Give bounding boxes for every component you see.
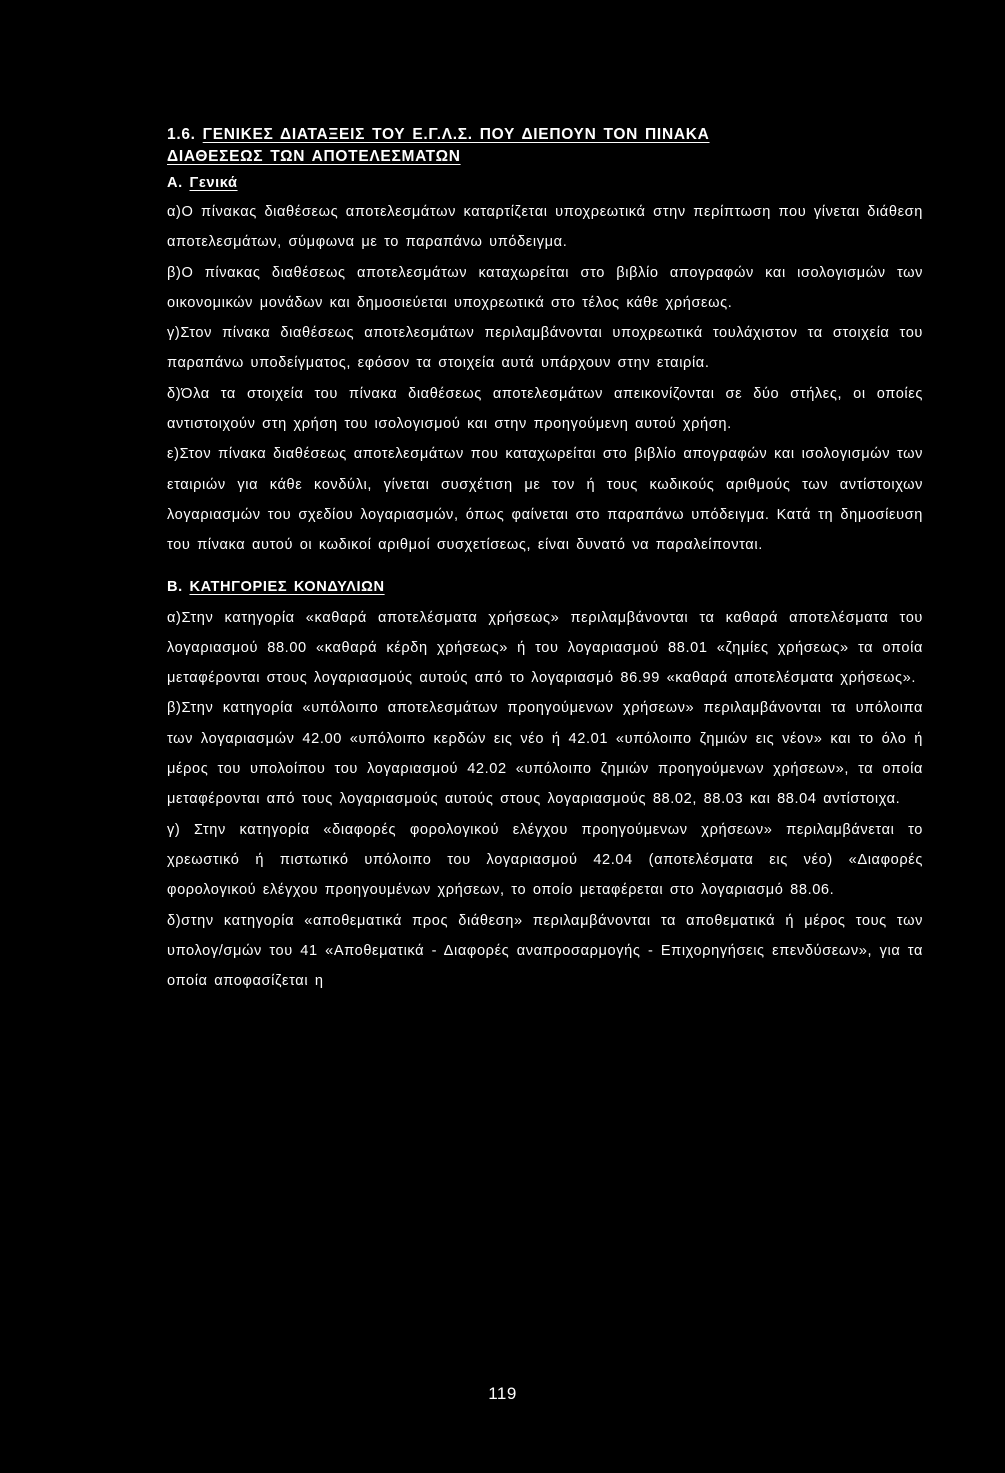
document-body xyxy=(167,124,923,996)
subsection-a-heading xyxy=(167,173,923,193)
subsection-a-letter: Α. xyxy=(167,175,183,191)
page-number: 119 xyxy=(488,1384,517,1403)
section-title-line1: ΓΕΝΙΚΕΣ ΔΙΑΤΑΞΕΙΣ ΤΟΥ Ε.Γ.Λ.Σ. ΠΟΥ ΔΙΕΠΟΥΝ ΤΟΝ ΠΙΝΑΚΑ xyxy=(202,126,710,143)
subsection-b-letter: Β. xyxy=(167,578,183,595)
section-number: 1.6. xyxy=(167,126,196,143)
section-heading xyxy=(167,124,923,167)
paragraph-b-gamma: γ) Στην κατηγορία «διαφορές φορολογικού ελέγχου προηγούμενων χρήσεων» περιλαμβάνεται το χρεωστικό ή πιστωτικό υπόλοιπο του λογαριασμού 42.04 (αποτελέσματα εις νέο) «Διαφορές φορολογικού ελέγχου προηγουμένων χρήσεων, το οποίο μεταφέρεται στο λογαριασμό 88.06. xyxy=(167,821,923,899)
subsection-a-title: Γενικά xyxy=(189,175,238,191)
paragraph-a-gamma: γ)Στον πίνακα διαθέσεως αποτελεσμάτων περιλαμβάνονται υποχρεωτικά τουλάχιστον τα στοιχεία του παραπάνω υποδείγματος, εφόσον τα στοιχεία αυτά υπάρχουν στην εταιρία. xyxy=(167,325,923,372)
paragraph-a-delta: δ)Όλα τα στοιχεία του πίνακα διαθέσεως αποτελεσμάτων απεικονίζονται σε δύο στήλες, οι οποίες αντιστοιχούν στη χρήση του ισολογισμού και στην προηγούμενη αυτού χρήση. xyxy=(167,385,923,433)
paragraph-a-alpha: α)Ο πίνακας διαθέσεως αποτελεσμάτων καταρτίζεται υποχρεωτικά στην περίπτωση που γίνεται διάθεση αποτελεσμάτων, σύμφωνα με το παραπάνω υπόδειγμα. xyxy=(167,204,923,251)
paragraph-b-alpha: α)Στην κατηγορία «καθαρά αποτελέσματα χρήσεως» περιλαμβάνονται τα καθαρά αποτελέσματα του λογαριασμού 88.00 «καθαρά κέρδη χρήσεως» ή του λογαριασμού 88.01 «ζημίες χρήσεως» τα οποία μεταφέρονται στους λογαριασμούς αυτούς από το λογαριασμό 86.99 «καθαρά αποτελέσματα χρήσεως». xyxy=(167,609,923,687)
section-title-line2: ΔΙΑΘΕΣΕΩΣ ΤΩΝ ΑΠΟΤΕΛΕΣΜΑΤΩΝ xyxy=(167,148,461,165)
paragraph-b-beta: β)Στην κατηγορία «υπόλοιπο αποτελεσμάτων προηγούμενων χρήσεων» περιλαμβάνονται τα υπόλοιπα των λογαριασμών 42.00 «υπόλοιπο κερδών εις νέο ή 42.01 «υπόλοιπο ζημιών εις νέον» και το όλο ή μέρος του υπολοίπου του λογαριασμού 42.02 «υπόλοιπο ζημιών προηγούμενων χρήσεων», τα οποία μεταφέρονται από τους λογαριασμούς αυτούς στους λογαριασμούς 88.02, 88.03 και 88.04 αντίστοιχα. xyxy=(167,700,923,808)
subsection-b-title: ΚΑΤΗΓΟΡΙΕΣ ΚΟΝΔΥΛΙΩΝ xyxy=(189,578,385,595)
paragraph-a-epsilon: ε)Στον πίνακα διαθέσεως αποτελεσμάτων που καταχωρείται στο βιβλίο απογραφών και ισολογισμών των εταιριών για κάθε κονδύλι, γίνεται συσχέτιση με τον ή τους κωδικούς αριθμούς των αντίστοιχων λογαριασμών του σχεδίου λογαριασμών, όπως φαίνεται στο παραπάνω υπόδειγμα. Κατά τη δημοσίευση του πίνακα αυτού οι κωδικοί αριθμοί συσχετίσεως, είναι δυνατό να παραλείπονται. xyxy=(167,446,923,554)
subsection-b-heading xyxy=(167,577,923,597)
paragraph-b-delta: δ)στην κατηγορία «αποθεματικά προς διάθεση» περιλαμβάνονται τα αποθεματικά ή μέρος τους των υπολογ/σμών του 41 «Αποθεματικά - Διαφορές αναπροσαρμογής - Επιχορηγήσεις επενδύσεων», για τα οποία αποφασίζεται η xyxy=(167,912,923,990)
paragraph-a-beta: β)Ο πίνακας διαθέσεως αποτελεσμάτων καταχωρείται στο βιβλίο απογραφών και ισολογισμών των οικονομικών μονάδων και δημοσιεύεται υποχρεωτικά στο τέλος κάθε χρήσεως. xyxy=(167,264,923,311)
